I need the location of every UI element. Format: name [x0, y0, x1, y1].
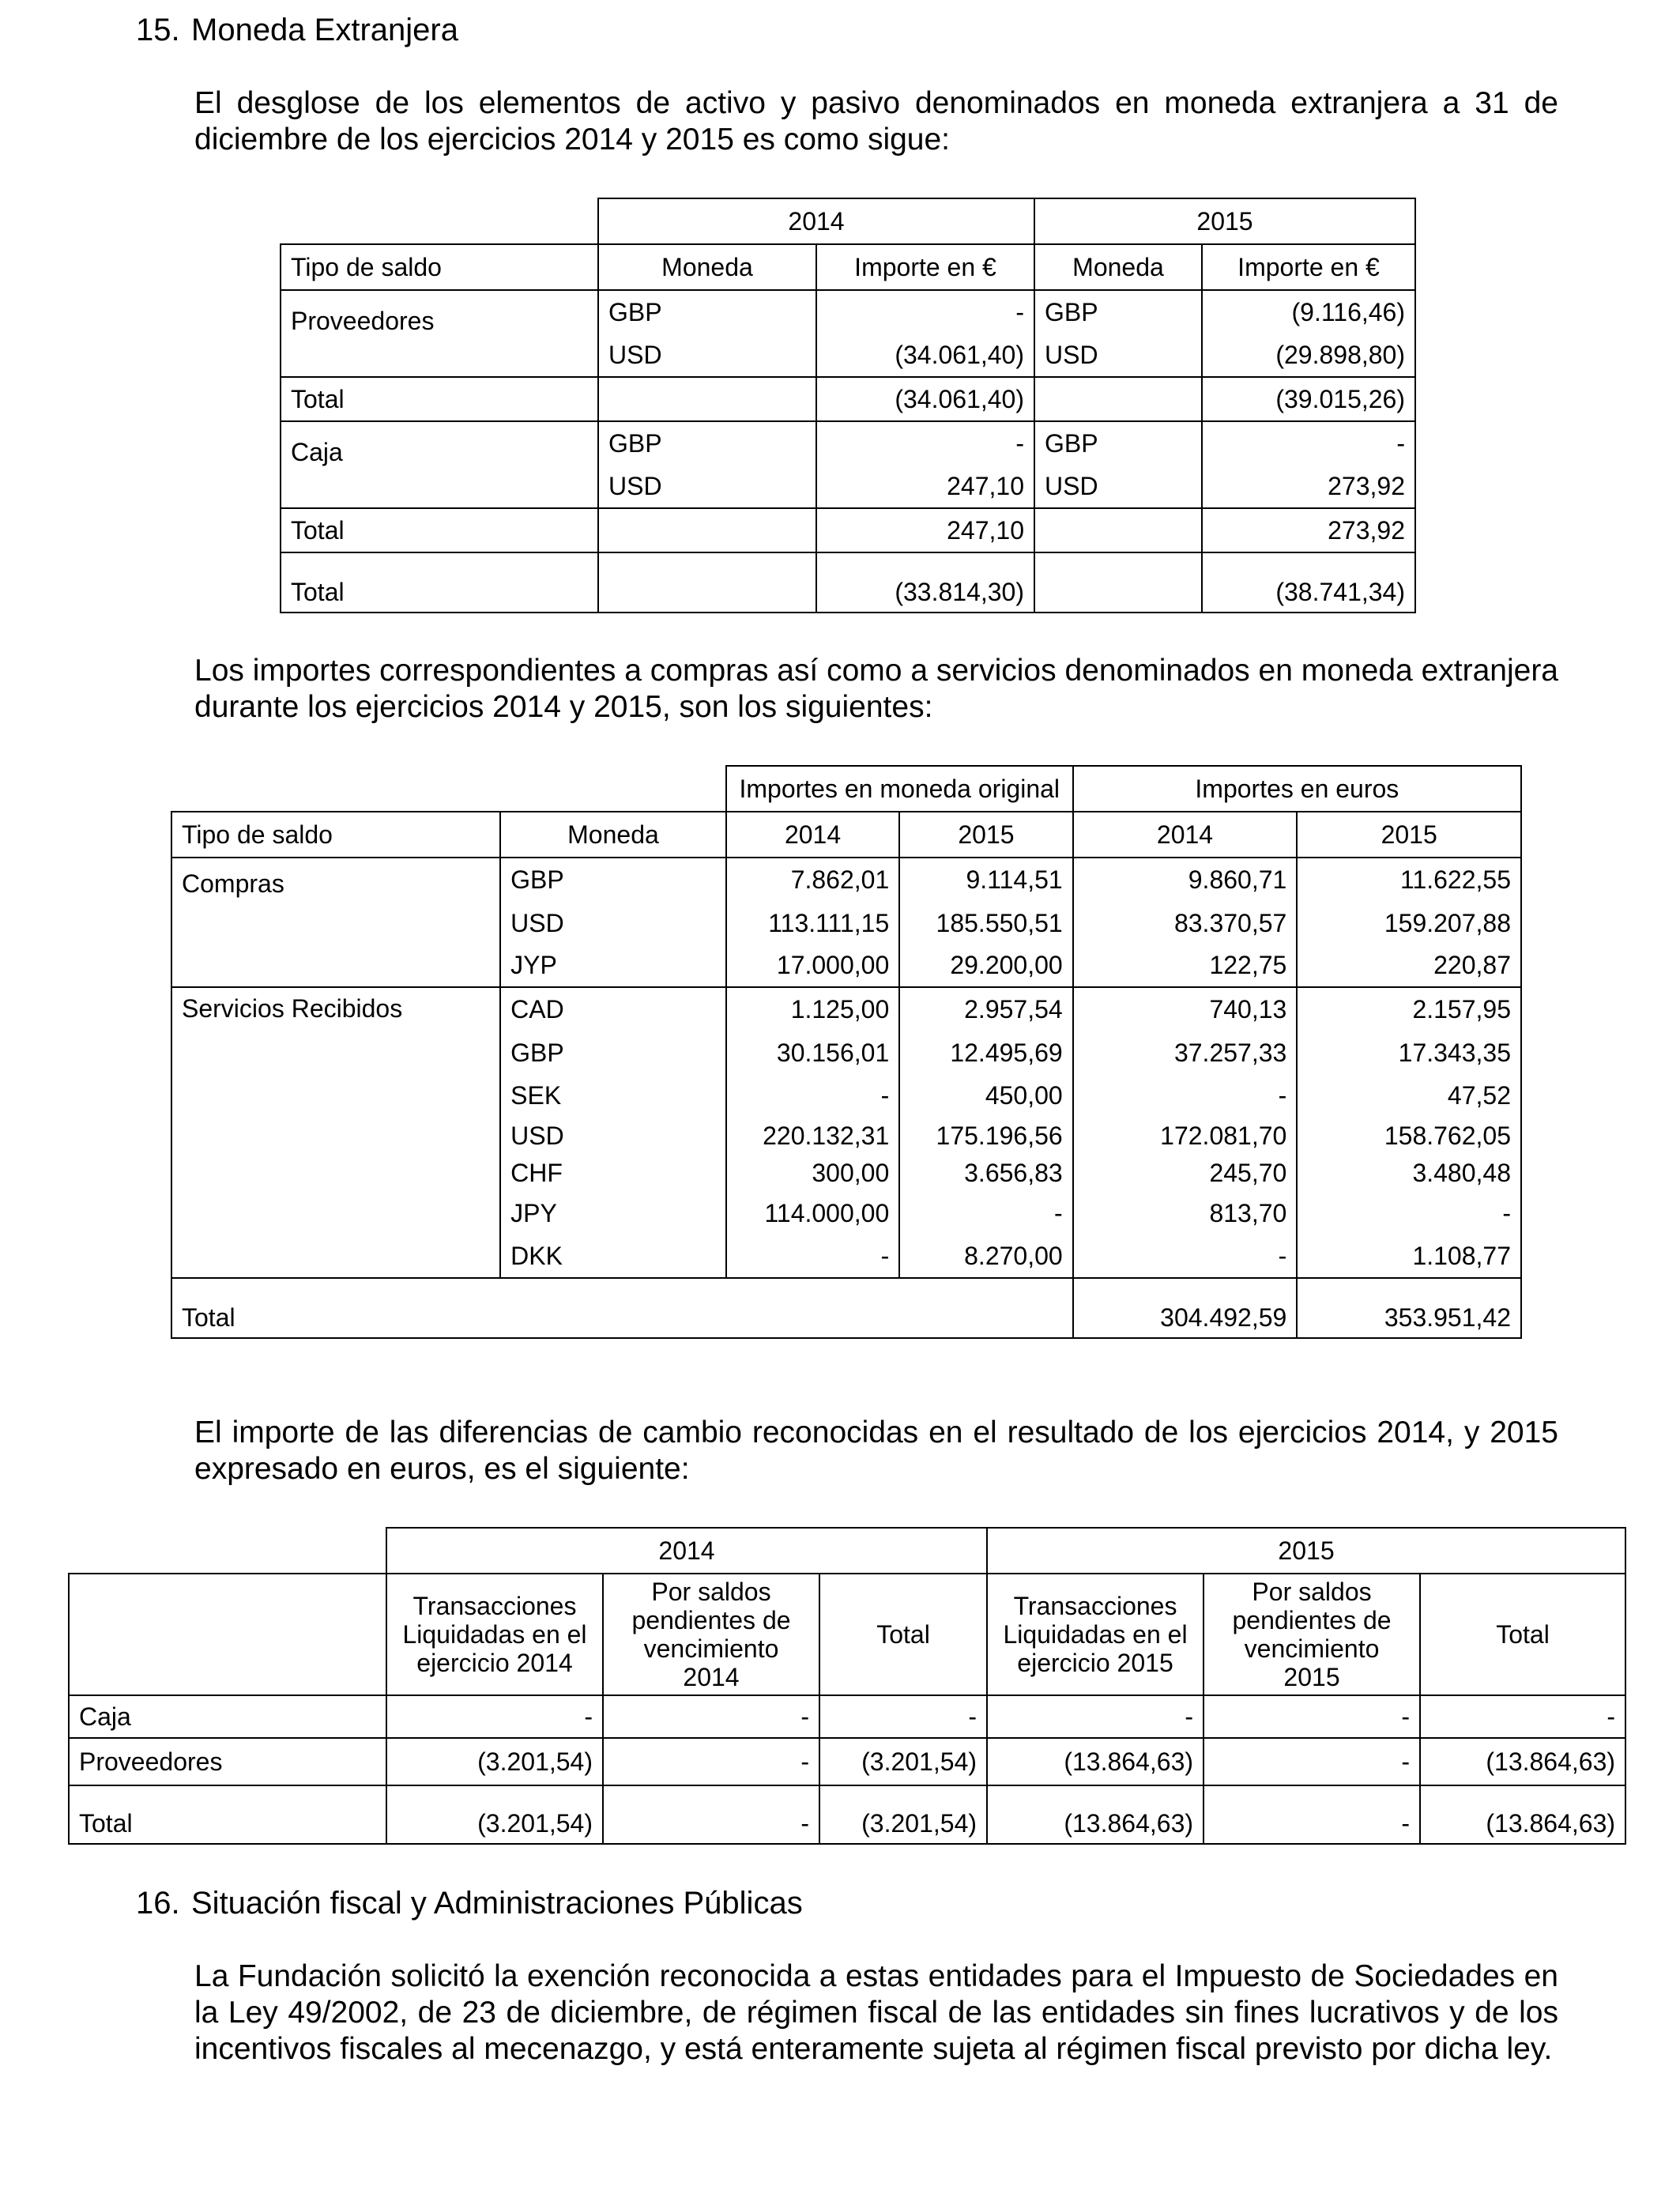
cell: 273,92 [1202, 466, 1415, 508]
cell: 47,52 [1297, 1074, 1521, 1117]
cell: - [1073, 1235, 1298, 1278]
cell: (34.061,40) [816, 334, 1034, 377]
row-label-proveedores: Proveedores [281, 290, 598, 377]
col-header-importe-2014: Importe en € [816, 244, 1034, 290]
cell: 172.081,70 [1073, 1117, 1298, 1155]
cell: GBP [598, 421, 816, 466]
col-header-moneda-2015: Moneda [1034, 244, 1202, 290]
col-header-tipo: Tipo de saldo [171, 812, 500, 858]
year-header-row [69, 1528, 1625, 1574]
table-exchange-differences [68, 1527, 1626, 1845]
col-header-total-2015: Total [1420, 1574, 1625, 1695]
cell: - [603, 1695, 819, 1738]
table-purchases-services [171, 765, 1522, 1339]
cell: 1.125,00 [726, 987, 899, 1031]
intro-paragraph-1: El desglose de los elementos de activo y pasivo denominados en moneda extranjera a 31 de diciembre de los ejercicios 2014 y 2015 es como sigue: [194, 86, 1558, 156]
cell: (13.864,63) [1420, 1738, 1625, 1785]
cell: (34.061,40) [816, 377, 1034, 421]
cell: USD [598, 334, 816, 377]
cell: 245,70 [1073, 1155, 1298, 1191]
col-header-total-2014: Total [819, 1574, 987, 1695]
table-row [171, 858, 1521, 902]
cell: 9.114,51 [899, 858, 1072, 902]
table-row [69, 1695, 1625, 1738]
cell: - [987, 1695, 1203, 1738]
cell: - [1202, 421, 1415, 466]
cell: - [899, 1191, 1072, 1235]
section-number: 15. [136, 13, 180, 47]
cell: 2.157,95 [1297, 987, 1521, 1031]
year-header-row [281, 198, 1415, 244]
cell: 3.656,83 [899, 1155, 1072, 1191]
col-header-eur-2014: 2014 [1073, 812, 1298, 858]
cell: 353.951,42 [1297, 1278, 1521, 1338]
cell: JPY [500, 1191, 726, 1235]
table-assets-liabilities [280, 198, 1416, 613]
cell: 273,92 [1202, 508, 1415, 552]
cell: USD [500, 902, 726, 944]
year-2014-header: 2014 [386, 1528, 987, 1574]
table-row [171, 987, 1521, 1031]
cell: - [1420, 1695, 1625, 1738]
cell: 159.207,88 [1297, 902, 1521, 944]
section-16-body: La Fundación solicitó la exención reconocida a estas entidades para el Impuesto de Sociedades en la Ley 49/2002, de 23 de diciembre, de régimen fiscal de las entidades sin fines lucrativos y de los incentivos fiscales al mecenazgo, y está enteramente sujeta al régimen fiscal previsto por dicha ley. [194, 1959, 1558, 2066]
table-row [281, 290, 1415, 334]
col-header-liquidadas-2014: Transacciones Liquidadas en el ejercicio 2014 [386, 1574, 603, 1695]
cell: (9.116,46) [1202, 290, 1415, 334]
cell: 158.762,05 [1297, 1117, 1521, 1155]
cell: GBP [1034, 290, 1202, 334]
cell: 114.000,00 [726, 1191, 899, 1235]
column-header-row [281, 244, 1415, 290]
cell: USD [500, 1117, 726, 1155]
cell: GBP [1034, 421, 1202, 466]
group-header-euros: Importes en euros [1073, 766, 1521, 812]
total-row [171, 1278, 1521, 1338]
cell: - [603, 1738, 819, 1785]
row-label-total: Total [69, 1785, 386, 1844]
col-header-pendientes-2014: Por saldos pendientes de vencimiento 2014 [603, 1574, 819, 1695]
cell: 304.492,59 [1073, 1278, 1298, 1338]
cell: 8.270,00 [899, 1235, 1072, 1278]
cell: 247,10 [816, 466, 1034, 508]
cell: (39.015,26) [1202, 377, 1415, 421]
year-2015-header: 2015 [987, 1528, 1625, 1574]
total-row [69, 1785, 1625, 1844]
section-16-heading [136, 1884, 803, 1922]
cell: - [819, 1695, 987, 1738]
cell: (3.201,54) [819, 1785, 987, 1844]
table-row [69, 1738, 1625, 1785]
cell: - [726, 1235, 899, 1278]
cell: - [603, 1785, 819, 1844]
section-number: 16. [136, 1886, 180, 1921]
intro-paragraph-2: Los importes correspondientes a compras así como a servicios denominados en moneda extranjera durante los ejercicios 2014 y 2015, son los siguientes: [194, 654, 1558, 724]
grand-total-row [281, 552, 1415, 613]
cell: 122,75 [1073, 944, 1298, 987]
cell: - [386, 1695, 603, 1738]
cell: GBP [598, 290, 816, 334]
column-header-row [171, 812, 1521, 858]
cell: (13.864,63) [987, 1738, 1203, 1785]
cell: GBP [500, 1031, 726, 1074]
cell: (38.741,34) [1202, 552, 1415, 613]
col-header-orig-2015: 2015 [899, 812, 1072, 858]
cell: (13.864,63) [987, 1785, 1203, 1844]
year-2014-header: 2014 [598, 198, 1034, 244]
cell: 7.862,01 [726, 858, 899, 902]
cell: (13.864,63) [1420, 1785, 1625, 1844]
cell: 30.156,01 [726, 1031, 899, 1074]
cell: - [1297, 1191, 1521, 1235]
group-header-row [171, 766, 1521, 812]
cell: GBP [500, 858, 726, 902]
cell: (3.201,54) [386, 1785, 603, 1844]
group-header-original: Importes en moneda original [726, 766, 1073, 812]
cell: DKK [500, 1235, 726, 1278]
cell: 450,00 [899, 1074, 1072, 1117]
section-title: Situación fiscal y Administraciones Públicas [191, 1886, 803, 1921]
cell: (33.814,30) [816, 552, 1034, 613]
column-header-row [69, 1574, 1625, 1695]
col-header-tipo: Tipo de saldo [281, 244, 598, 290]
row-label-caja: Caja [281, 421, 598, 508]
cell: 12.495,69 [899, 1031, 1072, 1074]
cell: 740,13 [1073, 987, 1298, 1031]
subtotal-row [281, 508, 1415, 552]
cell: 17.343,35 [1297, 1031, 1521, 1074]
cell: (3.201,54) [386, 1738, 603, 1785]
cell: - [1203, 1785, 1420, 1844]
col-header-pendientes-2015: Por saldos pendientes de vencimiento 2015 [1203, 1574, 1420, 1695]
cell: USD [598, 466, 816, 508]
cell: 9.860,71 [1073, 858, 1298, 902]
cell: (3.201,54) [819, 1738, 987, 1785]
row-label-total: Total [281, 377, 598, 421]
cell: - [1203, 1738, 1420, 1785]
col-header-liquidadas-2015: Transacciones Liquidadas en el ejercicio 2015 [987, 1574, 1203, 1695]
col-header-eur-2015: 2015 [1297, 812, 1521, 858]
section-title: Moneda Extranjera [191, 13, 458, 47]
subtotal-row [281, 377, 1415, 421]
col-header-moneda-2014: Moneda [598, 244, 816, 290]
cell: CAD [500, 987, 726, 1031]
cell: - [1203, 1695, 1420, 1738]
cell: 175.196,56 [899, 1117, 1072, 1155]
cell: 300,00 [726, 1155, 899, 1191]
cell: 11.622,55 [1297, 858, 1521, 902]
table-row [281, 421, 1415, 466]
cell: (29.898,80) [1202, 334, 1415, 377]
intro-paragraph-3: El importe de las diferencias de cambio reconocidas en el resultado de los ejercicios 2014, y 2015 expresado en euros, es el siguiente: [194, 1416, 1558, 1486]
row-label-total: Total [281, 552, 598, 613]
cell: USD [1034, 334, 1202, 377]
cell: - [816, 421, 1034, 466]
cell: JYP [500, 944, 726, 987]
cell: - [816, 290, 1034, 334]
row-label-servicios: Servicios Recibidos [171, 987, 500, 1278]
cell: 83.370,57 [1073, 902, 1298, 944]
cell: 1.108,77 [1297, 1235, 1521, 1278]
cell: 37.257,33 [1073, 1031, 1298, 1074]
col-header-importe-2015: Importe en € [1202, 244, 1415, 290]
cell: 113.111,15 [726, 902, 899, 944]
cell: - [1073, 1074, 1298, 1117]
section-15-heading [136, 11, 458, 49]
cell: - [726, 1074, 899, 1117]
row-label-proveedores: Proveedores [69, 1738, 386, 1785]
year-2015-header: 2015 [1034, 198, 1415, 244]
row-label-caja: Caja [69, 1695, 386, 1738]
row-label-compras: Compras [171, 858, 500, 987]
cell: 2.957,54 [899, 987, 1072, 1031]
cell: USD [1034, 466, 1202, 508]
cell: SEK [500, 1074, 726, 1117]
cell: CHF [500, 1155, 726, 1191]
cell: 220,87 [1297, 944, 1521, 987]
row-label-total: Total [171, 1278, 1073, 1338]
row-label-total: Total [281, 508, 598, 552]
cell: 185.550,51 [899, 902, 1072, 944]
cell: 29.200,00 [899, 944, 1072, 987]
col-header-moneda: Moneda [500, 812, 726, 858]
col-header-orig-2014: 2014 [726, 812, 899, 858]
cell: 247,10 [816, 508, 1034, 552]
cell: 17.000,00 [726, 944, 899, 987]
cell: 220.132,31 [726, 1117, 899, 1155]
cell: 3.480,48 [1297, 1155, 1521, 1191]
cell: 813,70 [1073, 1191, 1298, 1235]
